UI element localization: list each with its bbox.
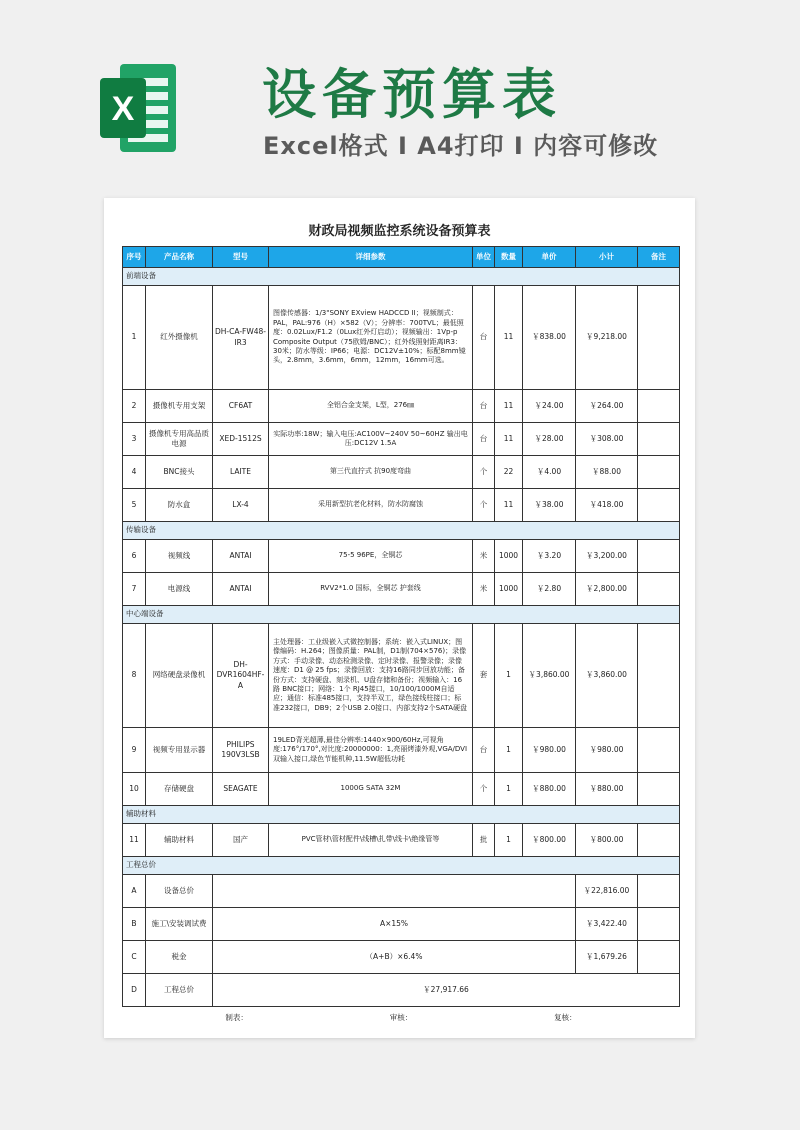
spreadsheet-page [104,198,695,1038]
cell-no: 10 [123,773,146,806]
total-row [123,875,680,908]
table-row [123,624,680,728]
cell-price: ￥880.00 [523,773,576,806]
cell-qty: 11 [495,390,523,423]
cell-price: ￥3,860.00 [523,624,576,728]
total-name: 税金 [146,941,213,974]
cell-subtotal: ￥264.00 [576,390,638,423]
cell-qty: 1 [495,773,523,806]
cell-no: 8 [123,624,146,728]
cell-detail: 实际功率:18W；输入电压:AC100V~240V 50~60HZ 输出电压:DC12V 1.5A [269,423,473,456]
excel-logo-icon [98,60,180,156]
cell-product-name: 摄像机专用支架 [146,390,213,423]
cell-no: 1 [123,286,146,390]
total-note [638,875,680,908]
total-formula [213,875,576,908]
cell-qty: 1 [495,824,523,857]
cell-unit: 套 [473,624,495,728]
cell-qty: 1000 [495,573,523,606]
total-name: 施工\安装调试费 [146,908,213,941]
cell-product-name: 红外摄像机 [146,286,213,390]
table-row [123,286,680,390]
cell-no: 11 [123,824,146,857]
cell-model: SEAGATE [213,773,269,806]
cell-price: ￥4.00 [523,456,576,489]
header-cell: 详细参数 [269,247,473,268]
header-cell: 产品名称 [146,247,213,268]
cell-detail: 图像传感器：1/3"SONY EXview HADCCD II；视频制式： PAL，PAL:976（H）×582（V）；分辨率：700TVL；最低照度：0.02Lux/F1.2（0Lux红外灯启动）；视频输出：1Vp-p Composite Output（75欧姆/BNC）；红外线照射距离IR3：30米；防水等级：IP66；电源：DC12V±10%；标配8mm镜头，2.8mm，3.6mm，6mm，12mm，16mm可选。 [269,286,473,390]
header-cell: 单价 [523,247,576,268]
cell-no: 9 [123,728,146,773]
total-value: ￥22,816.00 [576,875,638,908]
cell-subtotal: ￥3,860.00 [576,624,638,728]
cell-subtotal: ￥2,800.00 [576,573,638,606]
table-row [123,540,680,573]
svg-text:X: X [111,90,135,128]
cell-product-name: 视频线 [146,540,213,573]
section-label: 传输设备 [123,522,680,540]
review-label: 审核： [389,1012,413,1022]
cell-detail: 19LED背光超薄,最佳分辨率:1440×900/60Hz,可视角度:176°/170°,对比度:20000000：1,亮丽烤漆外观,VGA/DVI 双输入接口,绿色节能机种,11.5W超低功耗 [269,728,473,773]
cell-qty: 11 [495,423,523,456]
cell-price: ￥38.00 [523,489,576,522]
cell-no: 2 [123,390,146,423]
header-cell: 备注 [638,247,680,268]
cell-price: ￥3.20 [523,540,576,573]
cell-subtotal: ￥308.00 [576,423,638,456]
signature-row [123,1007,680,1029]
recheck-label: 复核： [554,1012,577,1022]
table-row [123,824,680,857]
header-cell: 序号 [123,247,146,268]
cell-qty: 1 [495,728,523,773]
section-label: 工程总价 [123,857,680,875]
cell-subtotal: ￥3,200.00 [576,540,638,573]
cell-subtotal: ￥880.00 [576,773,638,806]
made-by-label: 制表： [225,1012,248,1022]
cell-detail: 75-5 96PE，全铜芯 [269,540,473,573]
table-row [123,773,680,806]
banner-subtitle: Excel格式 I A4打印 I 内容可修改 [263,132,659,160]
cell-product-name: 电源线 [146,573,213,606]
section-row [123,268,680,286]
cell-note [638,540,680,573]
cell-unit: 台 [473,286,495,390]
cell-unit: 台 [473,423,495,456]
cell-price: ￥2.80 [523,573,576,606]
total-name: 工程总价 [146,974,213,1007]
cell-qty: 1000 [495,540,523,573]
cell-model: LX-4 [213,489,269,522]
cell-product-name: 视频专用显示器 [146,728,213,773]
cell-model: DH-CA-FW48-IR3 [213,286,269,390]
header-cell: 单位 [473,247,495,268]
cell-no: 3 [123,423,146,456]
cell-subtotal: ￥9,218.00 [576,286,638,390]
cell-note [638,423,680,456]
cell-qty: 22 [495,456,523,489]
cell-subtotal: ￥980.00 [576,728,638,773]
sheet-title: 财政局视频监控系统设备预算表 [308,224,491,239]
cell-unit: 米 [473,573,495,606]
total-note [638,908,680,941]
cell-no: 6 [123,540,146,573]
cell-detail: 主处理器：工业级嵌入式微控制器；系统：嵌入式LINUX；图像编码：H.264；图像质量：PAL制，D1制(704×576)；录像方式：手动录像、动态检测录像、定时录像、报警录像；录像速度：D1 @ 25 fps；录像回放：支持16路同步回放功能；备份方式：支持硬盘、刻录机、U盘存储和备份；视频输入：16路 BNC接口；网络：1个 RJ45接口，10/100/1000M自适应；通信：标准485接口，支持半双工，绿色接线柱接口；标准232接口，DB9；2个USB 2.0接口、内部支持2个SATA硬盘 [269,624,473,728]
total-no: D [123,974,146,1007]
total-formula: ￥27,917.66 [213,974,680,1007]
table-row [123,728,680,773]
section-row [123,806,680,824]
cell-detail: 全铝合金支架，L型，276㎜ [269,390,473,423]
header-cell: 型号 [213,247,269,268]
cell-detail: 第三代直拧式 抗90度弯曲 [269,456,473,489]
section-row [123,522,680,540]
total-note [638,941,680,974]
cell-qty: 11 [495,286,523,390]
cell-product-name: 辅助材料 [146,824,213,857]
budget-table [122,246,680,1029]
cell-note [638,573,680,606]
cell-model: LAITE [213,456,269,489]
total-value: ￥3,422.40 [576,908,638,941]
cell-note [638,390,680,423]
cell-unit: 米 [473,540,495,573]
cell-detail: PVC管材\管材配件\线槽\扎带\线卡\绝缘管等 [269,824,473,857]
total-row [123,908,680,941]
cell-unit: 批 [473,824,495,857]
banner [0,0,800,195]
header-cell: 小计 [576,247,638,268]
table-row [123,489,680,522]
cell-price: ￥838.00 [523,286,576,390]
table-row [123,456,680,489]
cell-note [638,824,680,857]
cell-model: XED-1512S [213,423,269,456]
cell-detail: 采用新型抗老化材料，防水防腐蚀 [269,489,473,522]
cell-unit: 个 [473,489,495,522]
cell-model: ANTAI [213,573,269,606]
table-row [123,573,680,606]
cell-no: 5 [123,489,146,522]
cell-product-name: BNC接头 [146,456,213,489]
cell-qty: 11 [495,489,523,522]
table-row [123,423,680,456]
cell-note [638,456,680,489]
cell-no: 4 [123,456,146,489]
section-label: 辅助材料 [123,806,680,824]
cell-qty: 1 [495,624,523,728]
section-row [123,606,680,624]
section-label: 中心端设备 [123,606,680,624]
banner-title: 设备预算表 [262,63,562,126]
total-name: 设备总价 [146,875,213,908]
cell-model: DH-DVR1604HF-A [213,624,269,728]
cell-product-name: 摄像机专用高品质电源 [146,423,213,456]
total-no: A [123,875,146,908]
cell-note [638,489,680,522]
total-value: ￥1,679.26 [576,941,638,974]
cell-unit: 个 [473,456,495,489]
total-formula: A×15% [213,908,576,941]
cell-unit: 个 [473,773,495,806]
cell-detail: 1000G SATA 32M [269,773,473,806]
cell-no: 7 [123,573,146,606]
cell-unit: 台 [473,390,495,423]
cell-model: PHILIPS 190V3LSB [213,728,269,773]
total-no: B [123,908,146,941]
section-row [123,857,680,875]
cell-price: ￥28.00 [523,423,576,456]
cell-model: 国产 [213,824,269,857]
header-row [123,247,680,268]
header-cell: 数量 [495,247,523,268]
cell-subtotal: ￥88.00 [576,456,638,489]
cell-product-name: 存储硬盘 [146,773,213,806]
total-row [123,974,680,1007]
cell-note [638,773,680,806]
total-formula: （A+B）×6.4% [213,941,576,974]
cell-price: ￥980.00 [523,728,576,773]
cell-model: CF6AT [213,390,269,423]
cell-price: ￥800.00 [523,824,576,857]
cell-subtotal: ￥418.00 [576,489,638,522]
cell-subtotal: ￥800.00 [576,824,638,857]
cell-note [638,286,680,390]
cell-product-name: 防水盒 [146,489,213,522]
cell-unit: 台 [473,728,495,773]
cell-model: ANTAI [213,540,269,573]
total-row [123,941,680,974]
total-no: C [123,941,146,974]
cell-note [638,728,680,773]
cell-product-name: 网络硬盘录像机 [146,624,213,728]
cell-note [638,624,680,728]
table-row [123,390,680,423]
section-label: 前端设备 [123,268,680,286]
cell-price: ￥24.00 [523,390,576,423]
cell-detail: RVV2*1.0 国标，全铜芯 护套线 [269,573,473,606]
